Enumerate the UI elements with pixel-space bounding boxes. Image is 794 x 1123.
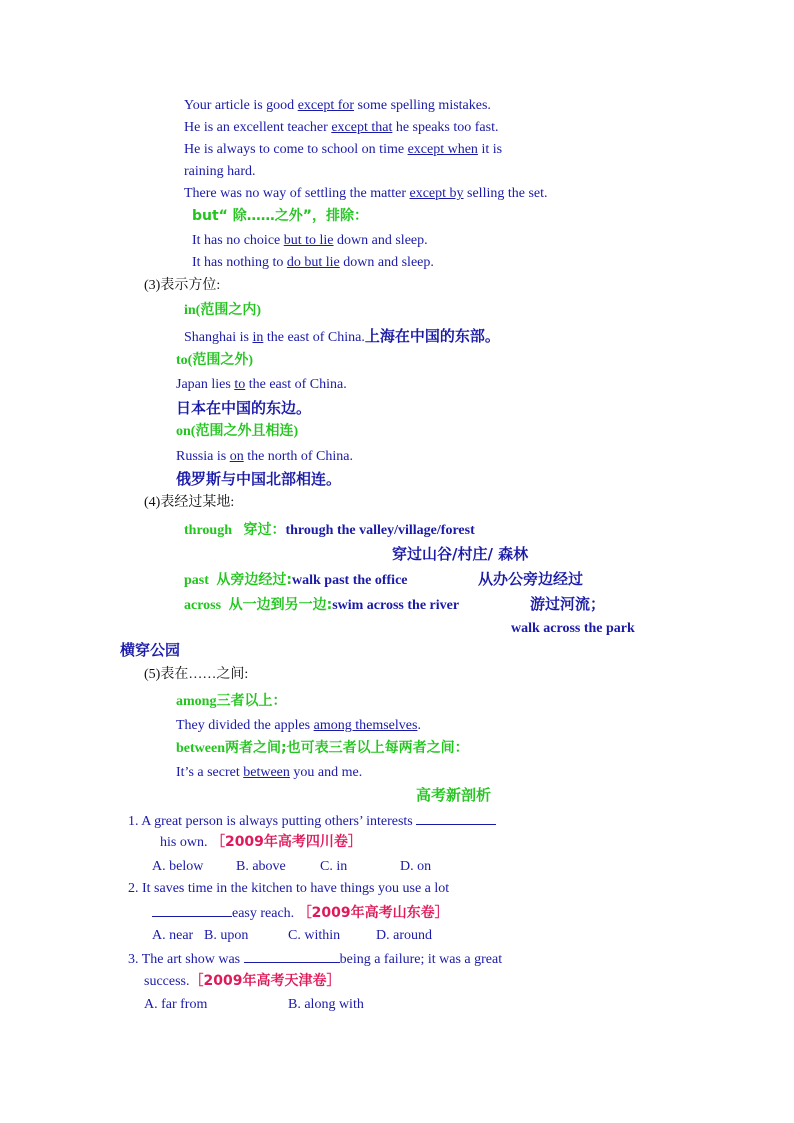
- question-2-blank: [152, 902, 232, 917]
- phrase-but-to-lie: but to lie: [283, 233, 334, 248]
- phrase-except-by: except by: [409, 186, 464, 201]
- across-line: across 从一边到另一边:swim across the river: [184, 597, 460, 613]
- on-heading: on(范围之外且相连): [176, 424, 299, 439]
- through-translation: 穿过山谷/村庄/ 森林: [392, 545, 529, 563]
- example-except-that: He is an excellent teacher except that he speaks too fast.: [184, 120, 499, 135]
- example-on-translation: 俄罗斯与中国北部相连。: [176, 470, 342, 488]
- but-heading: but“ 除……之外”，排除：: [192, 208, 368, 224]
- option: B. along with: [288, 997, 364, 1012]
- option: D. on: [400, 859, 432, 874]
- phrase-among-themselves: among themselves: [313, 718, 418, 733]
- question-1-line-1: 1. A great person is always putting others’ interests: [128, 810, 496, 832]
- word-to: to: [234, 377, 246, 392]
- example-do-but-lie: It has nothing to do but lie down and sleep.: [192, 255, 434, 270]
- section-4-heading: (4)表经过某地:: [144, 495, 235, 510]
- across-translation: 游过河流；: [530, 595, 606, 613]
- phrase-except-that: except that: [331, 120, 393, 135]
- between-heading: between两者之间;也可表三者以上每两者之间：: [176, 740, 469, 756]
- option: A. near: [152, 928, 194, 943]
- question-2-line-1: 2. It saves time in the kitchen to have things you use a lot: [128, 881, 450, 896]
- option: A. far from: [144, 997, 208, 1012]
- park-example: walk across the park: [511, 621, 635, 636]
- question-2-line-2: easy reach. ［2009年高考山东卷］: [152, 902, 449, 924]
- word-in: in: [252, 330, 264, 345]
- question-2-options: [152, 926, 432, 946]
- question-3-source: ［2009年高考天津卷］: [189, 973, 341, 989]
- example-except-when-cont: raining hard.: [184, 164, 256, 179]
- through-line: through 穿过：through the valley/village/forest: [184, 522, 475, 538]
- option: A. below: [152, 859, 204, 874]
- among-heading: among三者以上：: [176, 693, 287, 709]
- phrase-except-when: except when: [407, 142, 478, 157]
- example-in: Shanghai is in the east of China.上海在中国的东部。: [184, 327, 500, 345]
- option: B. upon: [204, 928, 249, 943]
- section-3-heading: (3)表示方位:: [144, 278, 221, 293]
- question-1-line-2: his own. ［2009年高考四川卷］: [160, 834, 362, 850]
- example-except-for: Your article is good except for some spelling mistakes.: [184, 98, 491, 113]
- word-between: between: [243, 765, 290, 780]
- example-in-translation: 上海在中国的东部。: [364, 327, 500, 345]
- example-among: They divided the apples among themselves.: [176, 718, 421, 733]
- past-line: past 从旁边经过:walk past the office: [184, 572, 408, 588]
- question-3-options: [144, 995, 364, 1015]
- question-1-source: ［2009年高考四川卷］: [210, 834, 362, 850]
- question-1-blank: [416, 810, 496, 825]
- example-except-by: There was no way of settling the matter except by selling the set.: [184, 186, 548, 201]
- in-heading: in(范围之内): [184, 303, 261, 318]
- question-2-source: ［2009年高考山东卷］: [297, 905, 449, 921]
- example-to-translation: 日本在中国的东边。: [176, 399, 312, 417]
- option: B. above: [236, 859, 286, 874]
- word-on: on: [229, 449, 244, 464]
- example-except-when: He is always to come to school on time except when it is: [184, 142, 503, 157]
- analysis-title: 高考新剖析: [416, 786, 492, 804]
- question-3-line-1: 3. The art show was being a failure; it was a great: [128, 948, 502, 970]
- example-on: Russia is on the north of China.: [176, 449, 353, 464]
- to-heading: to(范围之外): [176, 353, 253, 368]
- question-1-options: [152, 857, 431, 877]
- park-translation: 横穿公园: [120, 641, 181, 659]
- option: C. within: [288, 928, 341, 943]
- example-between: It’s a secret between you and me.: [176, 765, 363, 780]
- option: C. in: [320, 859, 348, 874]
- section-5-heading: (5)表在……之间:: [144, 667, 249, 682]
- question-3-line-2: success.［2009年高考天津卷］: [144, 973, 341, 989]
- option: D. around: [376, 928, 432, 943]
- phrase-except-for: except for: [297, 98, 355, 113]
- example-to: Japan lies to the east of China.: [176, 377, 347, 392]
- past-translation: 从办公旁边经过: [478, 570, 584, 588]
- phrase-do-but-lie: do but lie: [286, 255, 340, 270]
- example-but-to-lie: It has no choice but to lie down and sleep.: [192, 233, 428, 248]
- question-3-blank: [244, 948, 340, 963]
